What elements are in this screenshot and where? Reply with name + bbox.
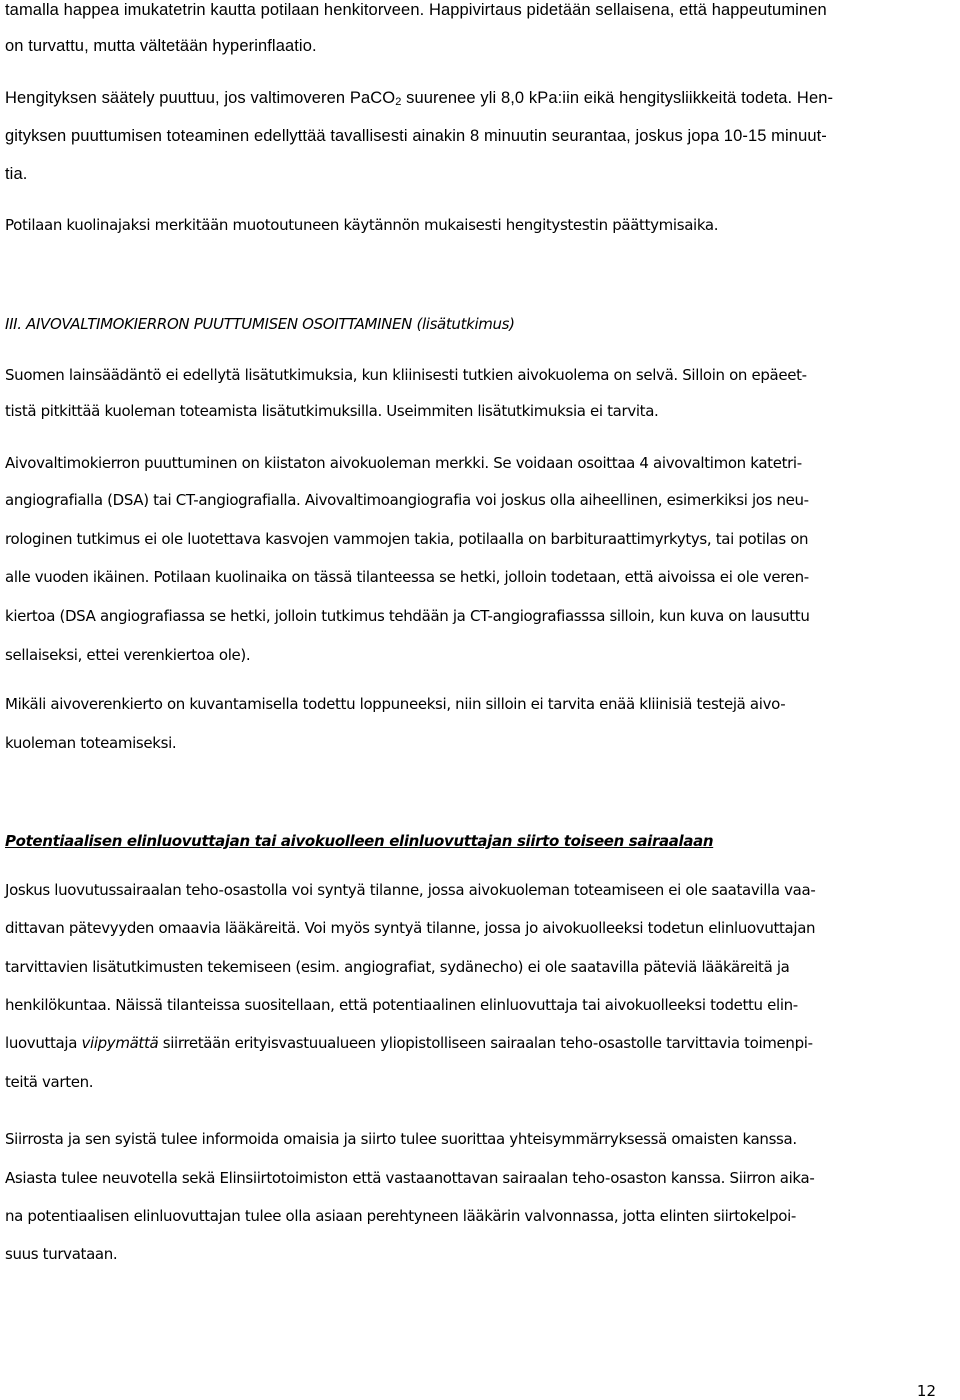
page-number: 12 [916, 1382, 936, 1400]
text-line: Aivovaltimokierron puuttuminen on kiistaton aivokuoleman merkki. Se voidaan osoittaa 4 aivovaltimon katetri- [5, 454, 802, 472]
text-line: na potentiaalisen elinluovuttajan tulee olla asiaan perehtyneen lääkärin valvonnassa, jotta elinten siirtokelpoi- [5, 1207, 796, 1225]
text-line: tarvittavien lisätutkimusten tekemiseen (esim. angiografiat, sydänecho) ei ole saatavilla päteviä lääkäreitä ja [5, 958, 790, 976]
text-line: Asiasta tulee neuvotella sekä Elinsiirtotoimiston että vastaanottavan sairaalan teho-osaston kanssa. Siirron aika- [5, 1169, 815, 1187]
text-line: dittavan pätevyyden omaavia lääkäreitä. Voi myös syntyä tilanne, jossa jo aivokuolleeksi todetun elinluovuttajan [5, 919, 816, 937]
text-line: rologinen tutkimus ei ole luotettava kasvojen vammojen takia, potilaalla on barbituraattimyrkytys, tai potilas on [5, 530, 809, 548]
section-heading: Potentiaalisen elinluovuttajan tai aivokuolleen elinluovuttajan siirto toiseen sairaalaan [5, 832, 714, 850]
text-line: Siirrosta ja sen syistä tulee informoida omaisia ja siirto tulee suorittaa yhteisymmärryksessä omaisten kanssa. [5, 1130, 797, 1148]
text-line: sellaiseksi, ettei verenkiertoa ole). [5, 646, 251, 664]
text-segment: Hengityksen säätely puuttuu, jos valtimoveren PaCO [5, 89, 396, 107]
text-line: tia. [5, 165, 28, 183]
text-line: kuoleman toteamiseksi. [5, 734, 177, 752]
text-line: alle vuoden ikäinen. Potilaan kuolinaika on tässä tilanteessa se hetki, jolloin todetaan, että aivoissa ei ole veren- [5, 568, 809, 586]
text-line [5, 1033, 813, 1053]
text-line: suus turvataan. [5, 1245, 118, 1263]
text-line: henkilökuntaa. Näissä tilanteissa suositellaan, että potentiaalinen elinluovuttaja tai aivokuolleeksi todettu elin- [5, 996, 798, 1014]
text-line: gityksen puuttumisen toteaminen edellyttää tavallisesti ainakin 8 minuutin seurantaa, joskus jopa 10-15 minuut- [5, 127, 827, 145]
text-line: angiografialla (DSA) tai CT-angiografialla. Aivovaltimoangiografia voi joskus olla aiheellinen, esimerkiksi jos neu- [5, 491, 809, 509]
text-line: Joskus luovutussairaalan teho-osastolla voi syntyä tilanne, jossa aivokuoleman toteamiseen ei ole saatavilla vaa- [5, 881, 816, 899]
section-heading: III. AIVOVALTIMOKIERRON PUUTTUMISEN OSOITTAMINEN (lisätutkimus) [5, 315, 515, 333]
text-line: tistä pitkittää kuoleman toteamista lisätutkimuksilla. Useimmiten lisätutkimuksia ei tarvita. [5, 402, 659, 420]
text-line: Mikäli aivoverenkierto on kuvantamisella todettu loppuneeksi, niin silloin ei tarvita enää kliinisiä testejä aivo- [5, 695, 786, 713]
subscript: 2 [395, 96, 402, 108]
text-line: tamalla happea imukatetrin kautta potilaan henkitorveen. Happivirtaus pidetään sellaisena, että happeutuminen [5, 1, 827, 19]
text-line: Suomen lainsäädäntö ei edellytä lisätutkimuksia, kun kliinisesti tutkien aivokuolema on selvä. Silloin on epäeet- [5, 366, 807, 384]
text-segment: luovuttaja [5, 1034, 82, 1052]
text-segment: siirretään erityisvastuualueen yliopistolliseen sairaalan teho-osastolle tarvittavia toimenpi- [158, 1034, 813, 1052]
text-segment: suurenee yli 8,0 kPa:iin eikä hengitysliikkeitä todeta. Hen- [401, 89, 834, 107]
text-line: teitä varten. [5, 1073, 94, 1091]
text-line [5, 88, 833, 108]
emphasis-text: viipymättä [81, 1034, 159, 1052]
text-line: on turvattu, mutta vältetään hyperinflaatio. [5, 37, 317, 55]
text-line: Potilaan kuolinajaksi merkitään muotoutuneen käytännön mukaisesti hengitystestin päättymisaika. [5, 216, 719, 234]
text-line: kiertoa (DSA angiografiassa se hetki, jolloin tutkimus tehdään ja CT-angiografiasssa silloin, kun kuva on lausuttu [5, 607, 810, 625]
